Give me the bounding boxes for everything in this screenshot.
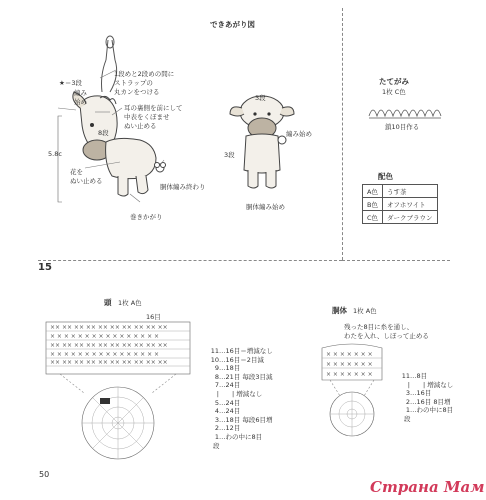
svg-text:× × × × × × ×: × × × × × × ×	[326, 351, 373, 358]
label-front-row3: 3段	[255, 94, 266, 102]
label-strap-note: 1段めと2段めの間に ストラップの 丸カンをつける	[114, 70, 175, 96]
color-name: うす茶	[383, 185, 438, 198]
head-row: 7…24目	[214, 381, 241, 390]
color-name: オフホワイト	[383, 198, 438, 211]
label-flower: 花を ぬい止める	[70, 168, 103, 185]
head-row: 9…18目	[214, 364, 241, 373]
svg-text:×× ×× ×× ×× ×× ×× ×× ×× ×× ××: ×× ×× ×× ×× ×× ×× ×× ×× ×× ××	[50, 359, 168, 366]
color-key: B色	[363, 198, 383, 211]
label-row8: 8段	[98, 129, 109, 137]
frame-divider-horizontal	[38, 260, 342, 261]
head-row: | | 増減なし	[216, 389, 263, 398]
color-table	[362, 184, 438, 224]
body-row: | | 増減なし	[407, 380, 454, 389]
label-wrap-stitch: 巻きかがり	[130, 213, 163, 221]
body-row: 11…8目	[401, 372, 428, 380]
svg-text:× × × × × × ×: × × × × × × ×	[326, 371, 373, 378]
head-row: 4…24目	[214, 407, 241, 416]
head-row: 11…16目＝増減なし	[210, 347, 273, 355]
color-key: A色	[363, 185, 383, 198]
color-row	[363, 185, 438, 198]
head-row-list	[205, 346, 315, 449]
head-crochet-chart	[40, 318, 200, 463]
color-row	[363, 198, 438, 211]
head-dan-label: 段	[213, 441, 220, 450]
svg-text:× × × × × × × × × × × × × × ×: × × × × × × × × × × × × × × × ×	[50, 351, 160, 358]
head-row: 5…24目	[214, 398, 241, 407]
head-row: 10…16目＝2目減	[210, 355, 264, 364]
label-star-rows: ★＝3段	[59, 79, 82, 87]
section-number: 15	[38, 262, 52, 273]
label-front-row3-side: 3段	[224, 151, 235, 159]
body-row: 2…16目 8目増	[405, 397, 451, 406]
mane-title: たてがみ	[379, 77, 409, 86]
frame-divider-right	[342, 260, 450, 261]
color-row	[363, 211, 438, 224]
head-row: 1…わの中に8目	[214, 432, 263, 441]
label-head-start: 編み始め	[286, 130, 312, 138]
body-row: 3…16目	[405, 389, 432, 398]
finished-front-illustration	[220, 90, 310, 200]
body-crochet-chart	[312, 340, 392, 440]
body-dan-label: 段	[404, 414, 411, 423]
mane-chain-note: 鎖10目作る	[385, 123, 420, 131]
body-row-list	[398, 371, 478, 423]
svg-text:× × × × × × ×: × × × × × × ×	[326, 361, 373, 368]
body-finish-note: 残った8目に糸を通し、 わたを入れ、しぼって止める	[344, 323, 429, 340]
label-size: 5.8c	[48, 150, 62, 158]
head-row: 8…21目 毎段3目減	[214, 372, 273, 381]
label-body-end: 胴体編み終わり	[160, 183, 206, 191]
svg-text:× × × × × × × × × × × × × × ×: × × × × × × × × × × × × × × × ×	[50, 333, 160, 340]
colors-title: 配色	[378, 172, 393, 181]
watermark-text: Страна Мам	[370, 478, 485, 496]
body-title: 胴体	[332, 306, 347, 315]
finished-diagram-title: できあがり図	[210, 20, 255, 29]
head-count: 1枚 A色	[118, 299, 142, 307]
body-row: 1…わの中に8目	[405, 406, 454, 415]
label-ear-note: 耳の裏側を前にして 中表をくぼませ ぬい止める	[124, 104, 183, 130]
page-number: 50	[39, 470, 50, 479]
svg-text:×× ×× ×× ×× ×× ×× ×× ×× ×× ××: ×× ×× ×× ×× ×× ×× ×× ×× ×× ××	[50, 342, 168, 349]
head-top-label: 16目	[146, 313, 161, 321]
head-title: 頭	[104, 298, 112, 307]
svg-text:×× ×× ×× ×× ×× ×× ×× ×× ×× ××: ×× ×× ×× ×× ×× ×× ×× ×× ×× ××	[50, 324, 168, 331]
frame-divider-vertical	[342, 8, 343, 260]
color-key: C色	[363, 211, 383, 224]
body-count: 1枚 A色	[353, 307, 377, 315]
mane-count: 1枚 C色	[382, 88, 406, 96]
head-row: 2…12目	[214, 424, 241, 433]
label-knit-start: 編み 始め	[74, 89, 87, 106]
head-row: 3…18目 毎段6目増	[214, 415, 273, 424]
label-body-start: 胴体編み始め	[246, 203, 285, 211]
color-name: ダークブラウン	[383, 211, 438, 224]
